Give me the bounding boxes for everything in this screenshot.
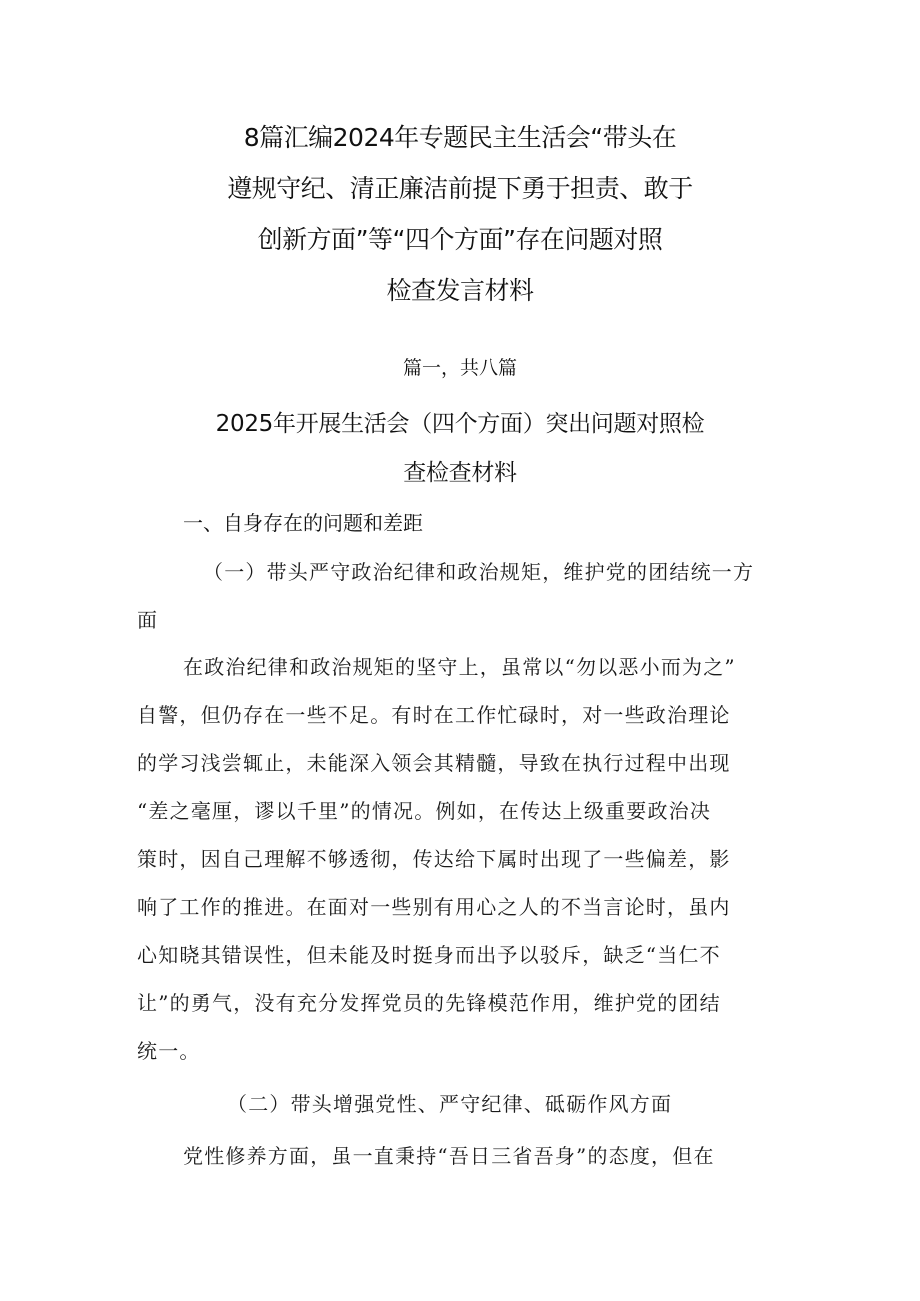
title-line-3: 创新方面”等“四个方面”存在问题对照 [257, 225, 663, 254]
title-line-4: 检查发言材料 [386, 276, 534, 305]
paragraph-1-line: 心知晓其错误性，但未能及时挺身而出予以驳斥，缺乏“当仁不 [137, 943, 721, 967]
part-label: 篇一，共八篇 [402, 357, 517, 379]
heading-level-1: 一、自身存在的问题和差距 [183, 511, 423, 535]
paragraph-1-line: 让”的勇气，没有充分发挥党员的先锋模范作用，维护党的团结 [137, 991, 721, 1015]
title-line-1: 8篇汇编2024年专题民主生活会“带头在 [243, 123, 677, 152]
paragraph-2 [137, 1132, 787, 1180]
subheading-2 [137, 1080, 787, 1128]
subheading-1-line-2: 面 [137, 608, 159, 632]
paragraph-1-line: 的学习浅尝辄止，未能深入领会其精髓，导致在执行过程中出现 [137, 751, 731, 775]
paragraph-2-line: 党性修养方面，虽一直秉持“吾日三省吾身”的态度，但在 [183, 1144, 715, 1168]
paragraph-1-line: 响了工作的推进。在面对一些别有用心之人的不当言论时，虽内 [137, 895, 731, 919]
title-line-2: 遵规守纪、清正廉洁前提下勇于担责、敢于 [227, 174, 693, 203]
paragraph-1-line: 策时，因自己理解不够透彻，传达给下属时出现了一些偏差，影 [137, 847, 731, 871]
subheading-1 [137, 548, 787, 644]
subheading-1-line-1: （一）带头严守政治纪律和政治规矩，维护党的团结统一方 [203, 560, 755, 584]
paragraph-1 [137, 643, 787, 1075]
section-title [120, 400, 800, 498]
section-title-line-2: 查检查材料 [403, 460, 517, 486]
paragraph-1-line: 统一。 [137, 1039, 201, 1063]
paragraph-1-line: 在政治纪律和政治规矩的坚守上，虽常以“勿以恶小而为之” [183, 655, 736, 679]
document-title [120, 112, 800, 316]
section-title-line-1: 2025年开展生活会（四个方面）突出问题对照检 [215, 411, 705, 437]
paragraph-1-line: 自警，但仍存在一些不足。有时在工作忙碌时，对一些政治理论 [137, 703, 731, 727]
subheading-2-line: （二）带头增强党性、严守纪律、砥砺作风方面 [227, 1092, 673, 1116]
paragraph-1-line: “差之毫厘，谬以千里”的情况。例如，在传达上级重要政治决 [137, 799, 712, 823]
